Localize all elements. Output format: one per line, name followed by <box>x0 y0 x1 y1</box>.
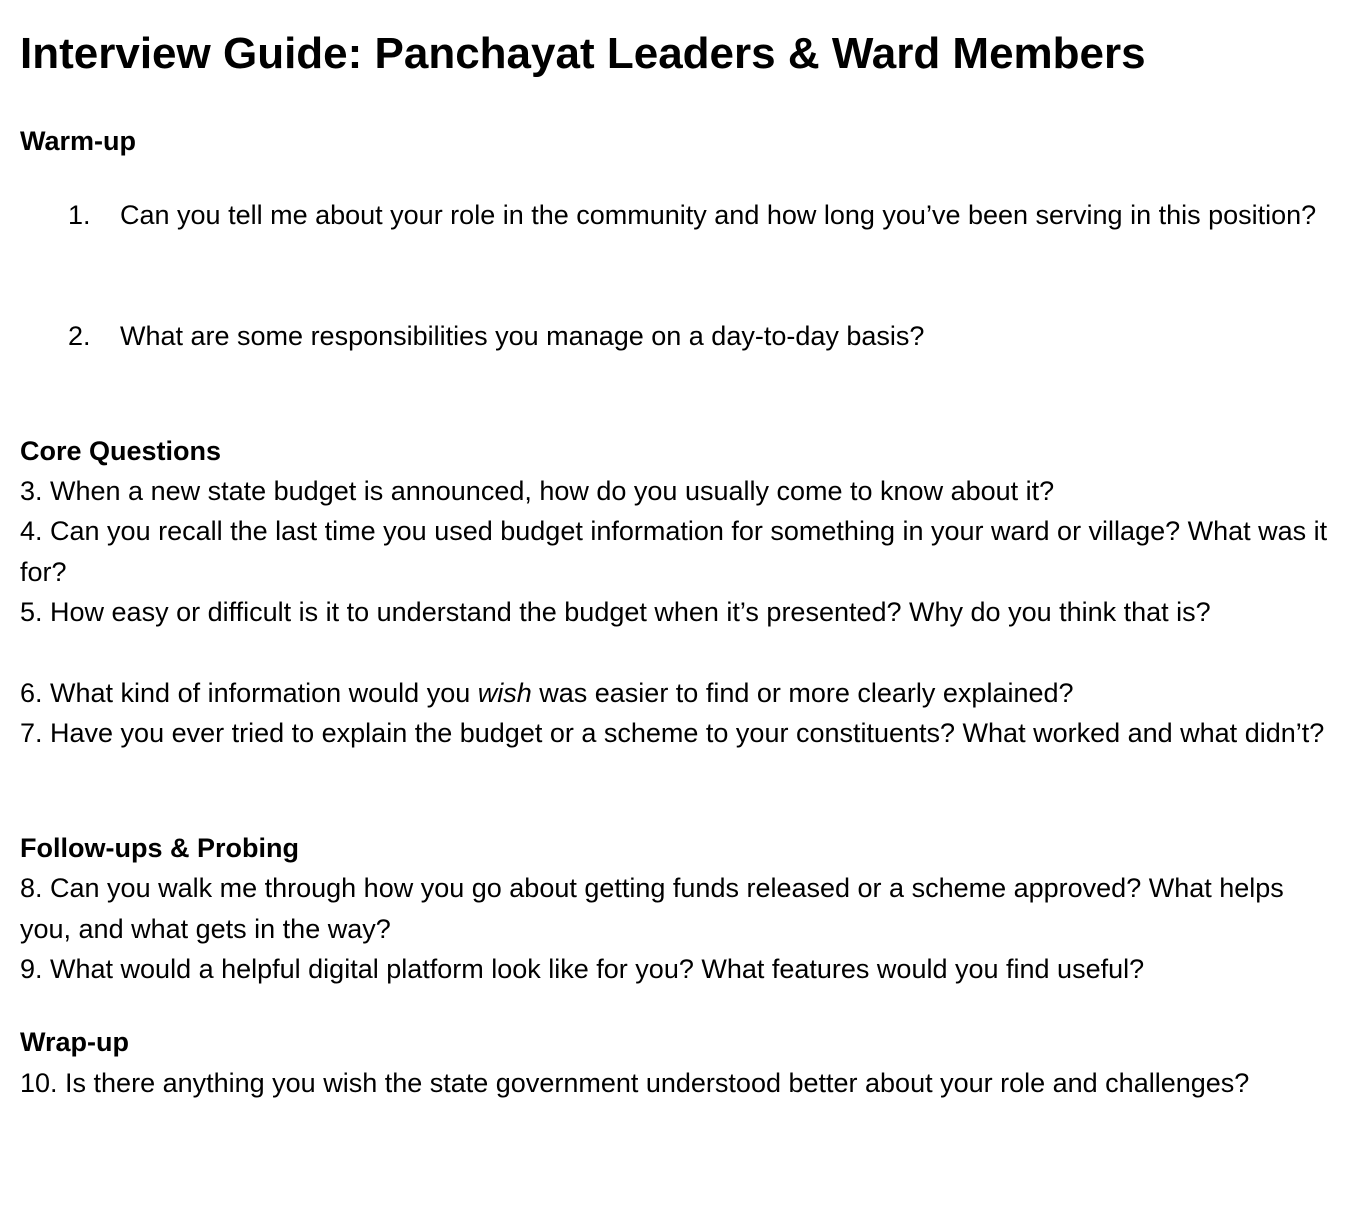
section-heading-warmup: Warm-up <box>20 126 136 156</box>
question-7: 7. Have you ever tried to explain the budget or a scheme to your constituents? What worked and what didn’t? <box>20 718 1325 748</box>
question-8: 8. Can you walk me through how you go about getting funds released or a scheme approved? What helps you, and what gets in the way? <box>20 873 1284 944</box>
list-item-text: What are some responsibilities you manage on a day-to-day basis? <box>120 321 925 351</box>
section-heading-core: Core Questions <box>20 436 222 466</box>
section-heading-wrapup: Wrap-up <box>20 1027 129 1057</box>
question-6 <box>20 673 1340 714</box>
question-3: 3. When a new state budget is announced, how do you usually come to know about it? <box>20 476 1055 506</box>
question-4: 4. Can you recall the last time you used budget information for something in your ward or village? What was it for? <box>20 516 1328 587</box>
question-5: 5. How easy or difficult is it to understand the budget when it’s presented? Why do you think that is? <box>20 597 1211 627</box>
question-9: 9. What would a helpful digital platform look like for you? What features would you find useful? <box>20 954 1145 984</box>
list-item-text: Can you tell me about your role in the community and how long you’ve been serving in this position? <box>120 200 1317 230</box>
list-item-number: 2. <box>68 321 91 351</box>
question-10: 10. Is there anything you wish the state government understood better about your role and challenges? <box>20 1068 1250 1098</box>
list-item-number: 1. <box>68 200 91 230</box>
list-item <box>68 316 1340 357</box>
question-6-text-end: was easier to find or more clearly explained? <box>531 678 1074 708</box>
list-item <box>68 195 1340 236</box>
question-6-text-start: 6. What kind of information would you <box>20 678 478 708</box>
question-6-emphasis: wish <box>477 678 532 708</box>
document-title: Interview Guide: Panchayat Leaders & Ward Members <box>20 29 1146 78</box>
section-heading-followups: Follow-ups & Probing <box>20 833 299 863</box>
